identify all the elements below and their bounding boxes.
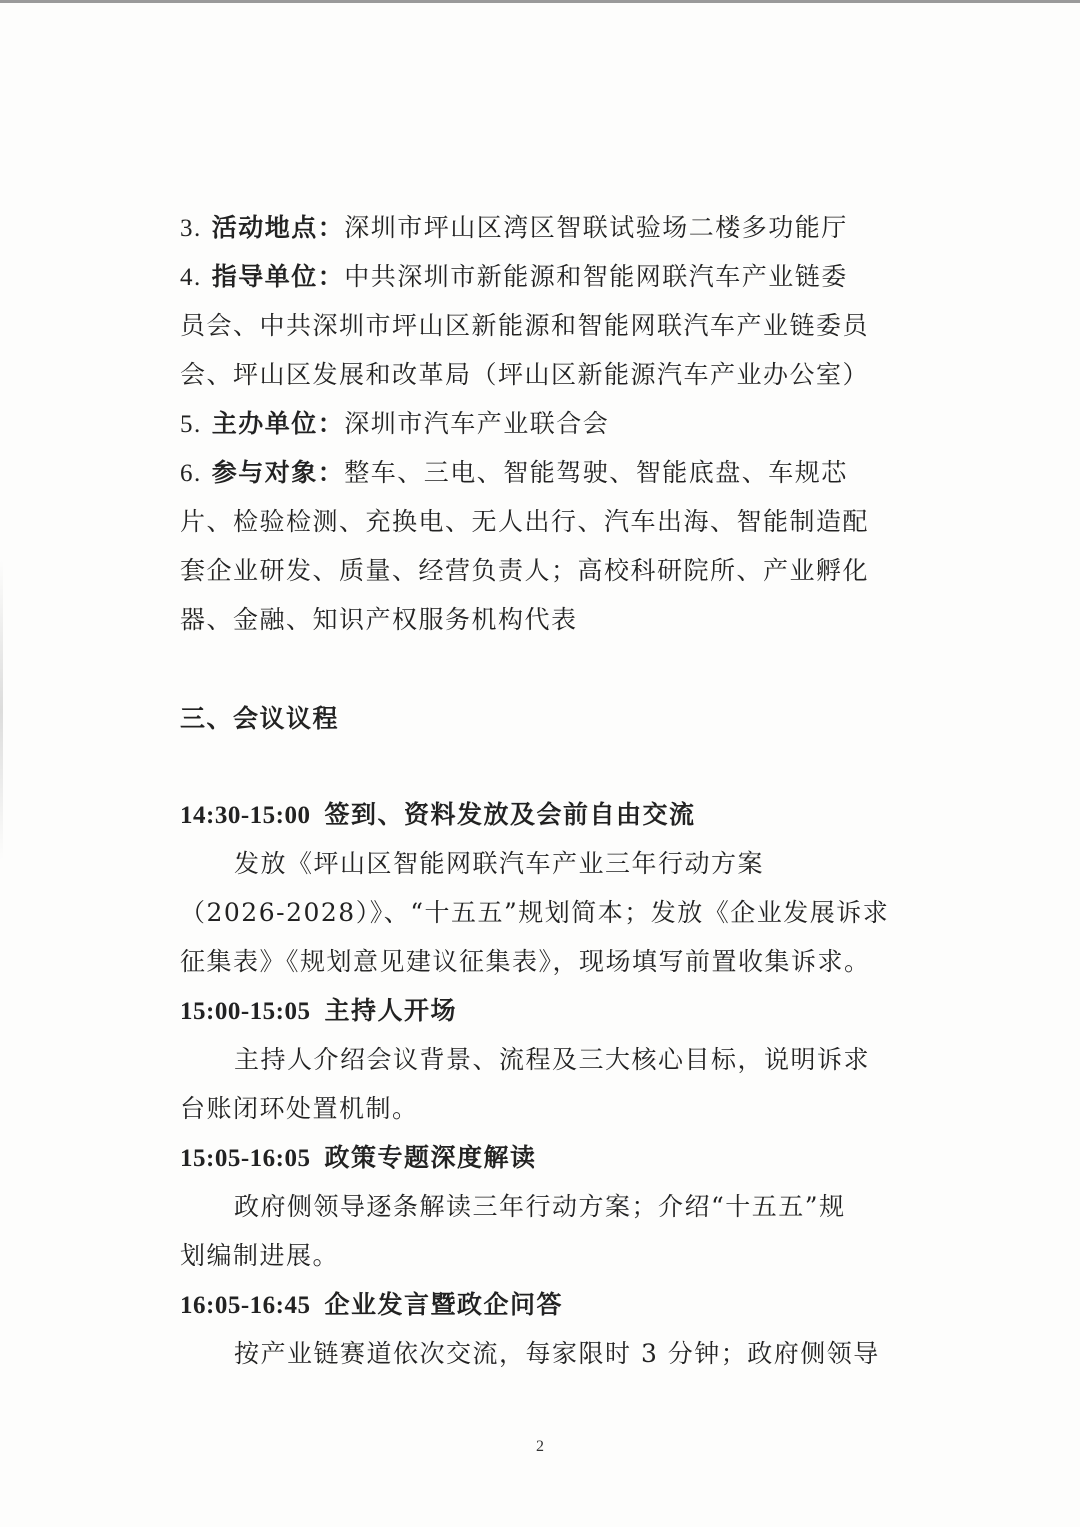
agenda-desc: 政府侧领导逐条解读三年行动方案；介绍“十五五”规	[234, 1192, 846, 1221]
item-label: 指导单位：	[211, 262, 345, 291]
item-text: 深圳市汽车产业联合会	[344, 409, 610, 438]
agenda-item-4	[180, 1290, 910, 1321]
scan-top-edge	[0, 0, 1080, 3]
agenda-desc: 主持人介绍会议背景、流程及三大核心目标，说明诉求	[234, 1045, 871, 1074]
item-number: 6.	[180, 460, 202, 487]
agenda-item-2	[180, 996, 910, 1027]
item-5-line	[180, 409, 910, 440]
agenda-desc: 征集表》《规划意见建议征集表》，现场填写前置收集诉求。	[180, 947, 871, 976]
item-6-continuation: 套企业研发、质量、经营负责人；高校科研院所、产业孵化	[180, 556, 870, 585]
agenda-title: 主持人开场	[324, 996, 457, 1025]
item-6-continuation: 片、检验检测、充换电、无人出行、汽车出海、智能制造配	[180, 507, 870, 536]
section-heading: 三、会议议程	[180, 704, 340, 733]
item-text: 深圳市坪山区湾区智联试验场二楼多功能厅	[344, 213, 848, 242]
item-text: 整车、三电、智能驾驶、智能底盘、车规芯	[344, 458, 848, 487]
item-4-continuation: 员会、中共深圳市坪山区新能源和智能网联汽车产业链委员	[180, 311, 870, 340]
agenda-desc: 划编制进展。	[180, 1241, 340, 1270]
item-number: 5.	[180, 411, 202, 438]
agenda-item-1	[180, 800, 910, 831]
item-label: 主办单位：	[211, 409, 345, 438]
item-number: 3.	[180, 215, 202, 242]
agenda-title: 企业发言暨政企问答	[324, 1290, 563, 1319]
agenda-desc: 台账闭环处置机制。	[180, 1094, 419, 1123]
item-label: 参与对象：	[211, 458, 345, 487]
page-number: 2	[536, 1438, 544, 1455]
agenda-desc: （2026-2028）》、“十五五”规划简本；发放《企业发展诉求	[180, 898, 890, 927]
item-text: 中共深圳市新能源和智能网联汽车产业链委	[344, 262, 848, 291]
agenda-time: 14:30-15:00	[180, 802, 311, 829]
agenda-title: 签到、资料发放及会前自由交流	[324, 800, 696, 829]
item-4-continuation: 会、坪山区发展和改革局（坪山区新能源汽车产业办公室）	[180, 360, 870, 389]
agenda-time: 15:05-16:05	[180, 1145, 311, 1172]
agenda-title: 政策专题深度解读	[324, 1143, 537, 1172]
agenda-time: 15:00-15:05	[180, 998, 311, 1025]
scan-left-shadow	[0, 560, 3, 860]
agenda-time: 16:05-16:45	[180, 1292, 311, 1319]
agenda-desc: 按产业链赛道依次交流，每家限时 3 分钟；政府侧领导	[234, 1339, 880, 1368]
item-6-continuation: 器、金融、知识产权服务机构代表	[180, 605, 578, 634]
item-number: 4.	[180, 264, 202, 291]
item-label: 活动地点：	[211, 213, 345, 242]
item-4-line	[180, 262, 910, 293]
item-6-line	[180, 458, 910, 489]
agenda-item-3	[180, 1143, 910, 1174]
agenda-desc: 发放《坪山区智能网联汽车产业三年行动方案	[234, 849, 765, 878]
item-3-line	[180, 213, 910, 244]
